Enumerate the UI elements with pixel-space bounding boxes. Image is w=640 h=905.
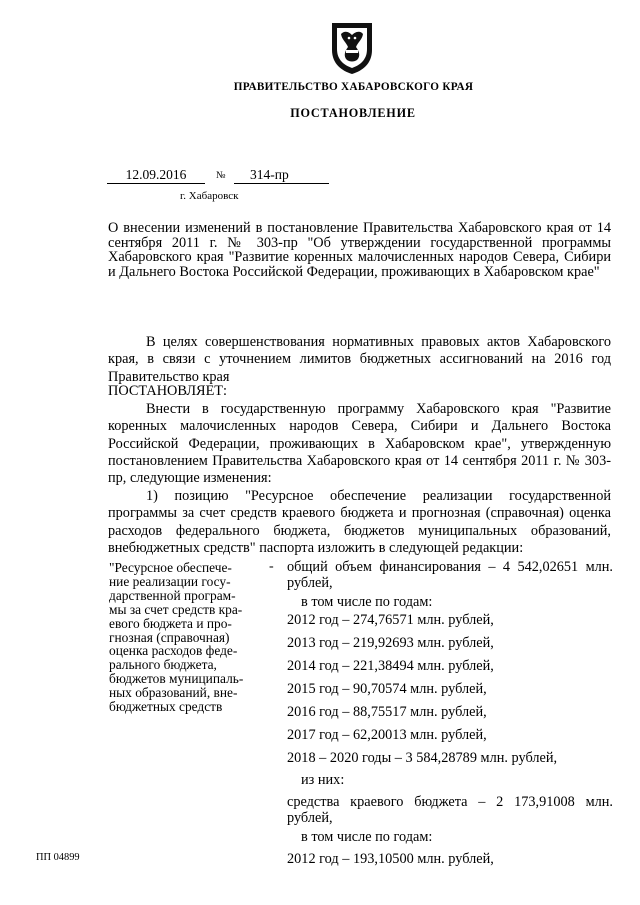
- year-row: 2017 год – 62,20013 млн. рублей,: [287, 727, 487, 743]
- left-line: мы за счет средств кра-: [109, 601, 243, 617]
- left-line: бюджетных средств: [109, 699, 223, 715]
- government-name: ПРАВИТЕЛЬСТВО ХАБАРОВСКОГО КРАЯ: [233, 81, 474, 93]
- year-row: 2015 год – 90,70574 млн. рублей,: [287, 681, 487, 697]
- paragraph-item-1: 1) позицию "Ресурсное обеспечение реализации государственной программы за счет средств краевого бюджета и прогнозная (справочная) оценка расходов федерального бюджета, бюджетов муниципальных образований, внебюджетных средств" паспорта изложить в следующей редакции:: [108, 488, 611, 556]
- of-which-label: из них:: [301, 772, 345, 788]
- table-dash: -: [269, 559, 274, 574]
- city: г. Хабаровск: [180, 190, 239, 202]
- year-row: 2018 – 2020 годы – 3 584,28789 млн. рублей,: [287, 750, 558, 766]
- left-line: евого бюджета и про-: [109, 615, 232, 631]
- by-year-label: в том числе по годам:: [301, 594, 433, 610]
- left-line: оценка расходов феде-: [109, 643, 238, 659]
- left-line: ных образований, вне-: [109, 685, 238, 701]
- year-row: 2012 год – 193,10500 млн. рублей,: [287, 851, 494, 867]
- document-subject: О внесении изменений в постановление Правительства Хабаровского края от 14 сентября 2011 г. № 303-пр "Об утверждении государственной программы Хабаровского края "Развитие коренных малочисленных народов Севера, Сибири и Дальнего Востока Российской Федерации, проживающих в Хабаровском крае": [108, 220, 611, 280]
- document-code: ПП 04899: [36, 852, 80, 863]
- paragraph-preamble: В целях совершенствования нормативных правовых актов Хабаровского края, в связи с уточнением лимитов бюджетных ассигнований на 2016 год Правительство края: [108, 334, 611, 385]
- paragraph-changes: Внести в государственную программу Хабаровского края "Развитие коренных малочисленных народов Севера, Сибири и Дальнего Востока Российской Федерации, проживающих в Хабаровском крае", утвержденную постановлением Правительства Хабаровского края от 14 сентября 2011 г. № 303-пр, следующие изменения:: [108, 401, 611, 487]
- coat-of-arms-icon: [329, 20, 375, 76]
- number-sign: №: [216, 170, 226, 181]
- left-line: гнозная (справочная): [109, 629, 230, 645]
- year-row: 2012 год – 274,76571 млн. рублей,: [287, 612, 494, 628]
- table-left-cell: [109, 561, 254, 714]
- document-number: 314-пр: [234, 166, 329, 184]
- document-date: 12.09.2016: [107, 166, 205, 184]
- decree-word: ПОСТАНОВЛЯЕТ:: [108, 383, 228, 399]
- document-type: ПОСТАНОВЛЕНИЕ: [290, 106, 416, 120]
- total-funding: общий объем финансирования – 4 542,02651 млн. рублей,: [287, 559, 613, 591]
- year-row: 2016 год – 88,75517 млн. рублей,: [287, 704, 487, 720]
- year-row: 2013 год – 219,92693 млн. рублей,: [287, 635, 494, 651]
- year-row: 2014 год – 221,38494 млн. рублей,: [287, 658, 494, 674]
- left-line: ние реализации госу-: [109, 573, 231, 589]
- left-line: рального бюджета,: [109, 657, 217, 673]
- by-year-label-2: в том числе по годам:: [301, 829, 433, 845]
- regional-funding: средства краевого бюджета – 2 173,91008 млн. рублей,: [287, 794, 613, 826]
- left-line: "Ресурсное обеспече-: [109, 560, 232, 575]
- left-line: бюджетов муниципаль-: [109, 671, 244, 687]
- left-line: дарственной програм-: [109, 587, 236, 603]
